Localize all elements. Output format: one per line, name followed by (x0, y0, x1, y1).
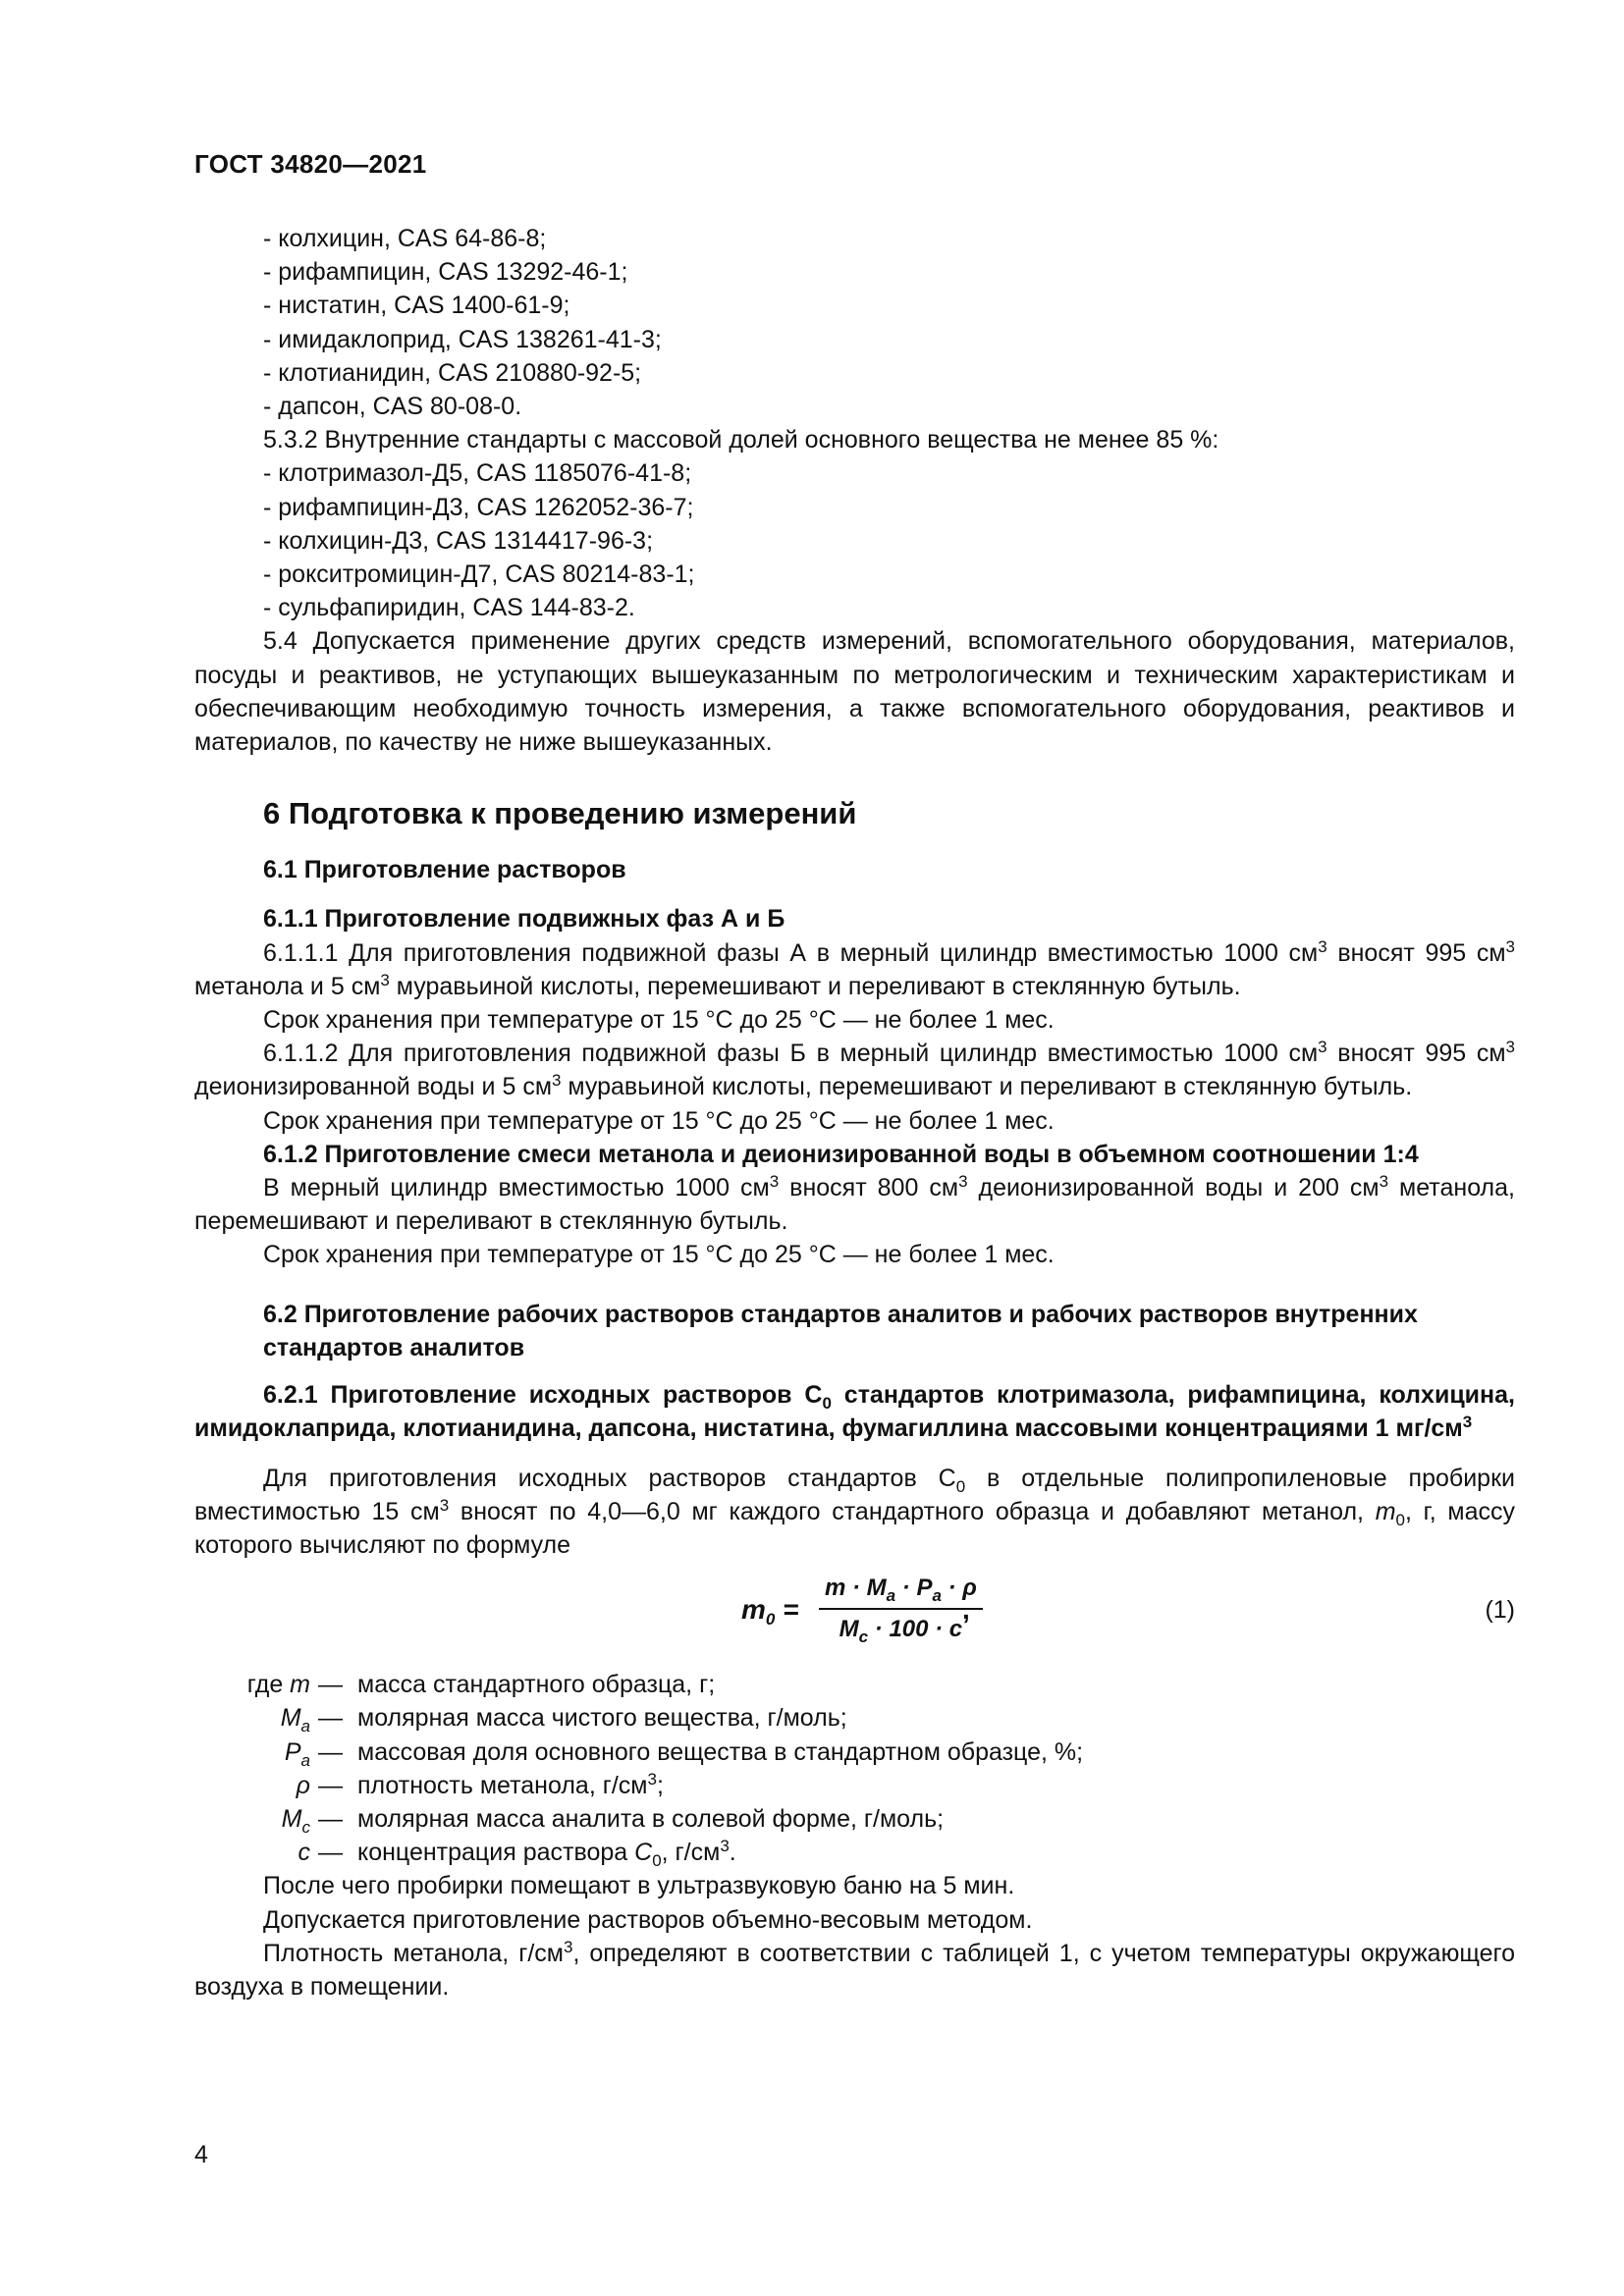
formula-denominator: $M_c \cdot 100 \cdot c$ (839, 1616, 963, 1647)
formula-1 (194, 1572, 1515, 1656)
formula-fraction (819, 1572, 983, 1646)
storage-note: Срок хранения при температуре от 15 °C до 25 °C — не более 1 мес. (263, 1106, 1055, 1135)
section-heading-6-2-1: 6.2.1 Приготовление исходных растворов $C_0$ стандартов клотримазола, рифампицина, колхицина, имидоклаприда, клотианидина, дапсона, нистатина, фумагиллина массовыми концентрациями 1 $мг/см^3$ (194, 1381, 1516, 1443)
list-item: - колхицин-Д3, CAS 1314417-96-3; (263, 526, 654, 555)
list-item: - нистатин, CAS 1400-61-9; (263, 292, 570, 320)
formula-numerator: $m \cdot M_a \cdot P_a \cdot \rho$ (819, 1572, 983, 1610)
legend-row: где m — масса стандартного образца, г; (246, 1671, 716, 1699)
paragraph-volume-weight: Допускается приготовление растворов объемно-весовым методом. (263, 1905, 1033, 1934)
section-heading-6-1-1: 6.1.1 Приготовление подвижных фаз А и Б (263, 905, 785, 934)
section-heading-6-2: 6.2 Приготовление рабочих растворов стандартов аналитов и рабочих растворов внутренних стандартов аналитов (263, 1300, 1418, 1362)
internal-standards-list (194, 456, 1515, 624)
list-item: - клотримазол-Д5, CAS 1185076-41-8; (263, 459, 692, 488)
storage-note: Срок хранения при температуре от 15 °C до 25 °C — не более 1 мес. (263, 1006, 1055, 1035)
list-item: - рокситромицин-Д7, CAS 80214-83-1; (263, 561, 695, 589)
list-item: - колхицин, CAS 64-86-8; (263, 225, 547, 252)
legend-row: ρ — плотность метанола, $г/см^3$; (296, 1769, 664, 1799)
paragraph-6-2-1: Для приготовления исходных растворов стандартов $C_0$ в отдельные полипропиленовые пробирки вместимостью 15 $см^3$ вносят по 4,0—6,0 мг каждого стандартного образца и добавляют метанол, $m_0$, г, массу которого вычисляют по формуле (194, 1464, 1515, 1559)
section-heading-6: 6 Подготовка к проведению измерений (263, 796, 857, 831)
formula-number: (1) (1485, 1596, 1515, 1625)
legend-row: $P_a$ — массовая доля основного вещества в стандартном образце, %; (284, 1737, 1084, 1770)
list-item: - рифампицин-Д3, CAS 1262052-36-7; (263, 493, 694, 521)
paragraph-methanol-density: Плотность метанола, $г/см^3$, определяют в соответствии с таблицей 1, с учетом температуры окружающего воздуха в помещении. (194, 1937, 1515, 2001)
list-item: - имидаклоприд, CAS 138261-41-3; (263, 325, 662, 353)
section-heading-6-1: 6.1 Приготовление растворов (263, 856, 626, 884)
section-heading-6-1-2: 6.1.2 Приготовление смеси метанола и деионизированной воды в объемном соотношении 1:4 (263, 1140, 1419, 1168)
formula-lhs: $m_0$ = (741, 1594, 799, 1629)
formula-comma: , (962, 1594, 970, 1626)
legend-row: $M_a$ — молярная масса чистого вещества, г/моль; (280, 1704, 847, 1736)
list-item: - дапсон, CAS 80-08-0. (263, 393, 522, 421)
document-body (194, 222, 1515, 2003)
storage-note: Срок хранения при температуре от 15 °C до 25 °C — не более 1 мес. (263, 1241, 1055, 1269)
paragraph-5-3-2: 5.3.2 Внутренние стандарты с массовой долей основного вещества не менее 85 %: (263, 426, 1219, 454)
legend-row: $M_c$ — молярная масса аналита в солевой форме, г/моль; (281, 1804, 945, 1837)
legend-row: c — концентрация раствора $C_0$, $г/см^3$. (298, 1837, 736, 1871)
list-item: - рифампицин, CAS 13292-46-1; (263, 258, 628, 287)
paragraph-6-1-2: В мерный цилиндр вместимостью 1000 $см^3$ вносят 800 $см^3$ деионизированной воды и 200 $см^3$ метанола, перемешивают и переливают в стеклянную бутыль. (194, 1172, 1515, 1236)
paragraph-6-1-1-1: 6.1.1.1 Для приготовления подвижной фазы А в мерный цилиндр вместимостью 1000 $см^3$ вносят 995 $см^3$ метанола и 5 $см^3$ муравьиной кислоты, перемешивают и переливают в стеклянную бутыль. (194, 936, 1515, 1000)
list-item: - сульфапиридин, CAS 144-83-2. (263, 594, 635, 622)
analyte-list (194, 222, 1515, 423)
paragraph-6-1-1-2: 6.1.1.2 Для приготовления подвижной фазы Б в мерный цилиндр вместимостью 1000 $см^3$ вносят 995 $см^3$ деионизированной воды и 5 $см^3$ муравьиной кислоты, перемешивают и переливают в стеклянную бутыль. (194, 1038, 1515, 1101)
variable-legend (194, 1668, 1083, 1869)
paragraph-5-4: 5.4 Допускается применение других средств измерений, вспомогательного оборудования, материалов, посуды и реактивов, не уступающих вышеуказанным по метрологическим и техническим характеристикам и обеспечивающим необходимую точность измерения, а также вспомогательного оборудования, реактивов и материалов, по качеству не ниже вышеуказанных. (194, 627, 1515, 757)
list-item: - клотианидин, CAS 210880-92-5; (263, 358, 642, 387)
paragraph-ultrasonic: После чего пробирки помещают в ультразвуковую баню на 5 мин. (263, 1872, 1015, 1900)
page-number: 4 (194, 2141, 208, 2168)
document-header: ГОСТ 34820—2021 (194, 149, 427, 179)
